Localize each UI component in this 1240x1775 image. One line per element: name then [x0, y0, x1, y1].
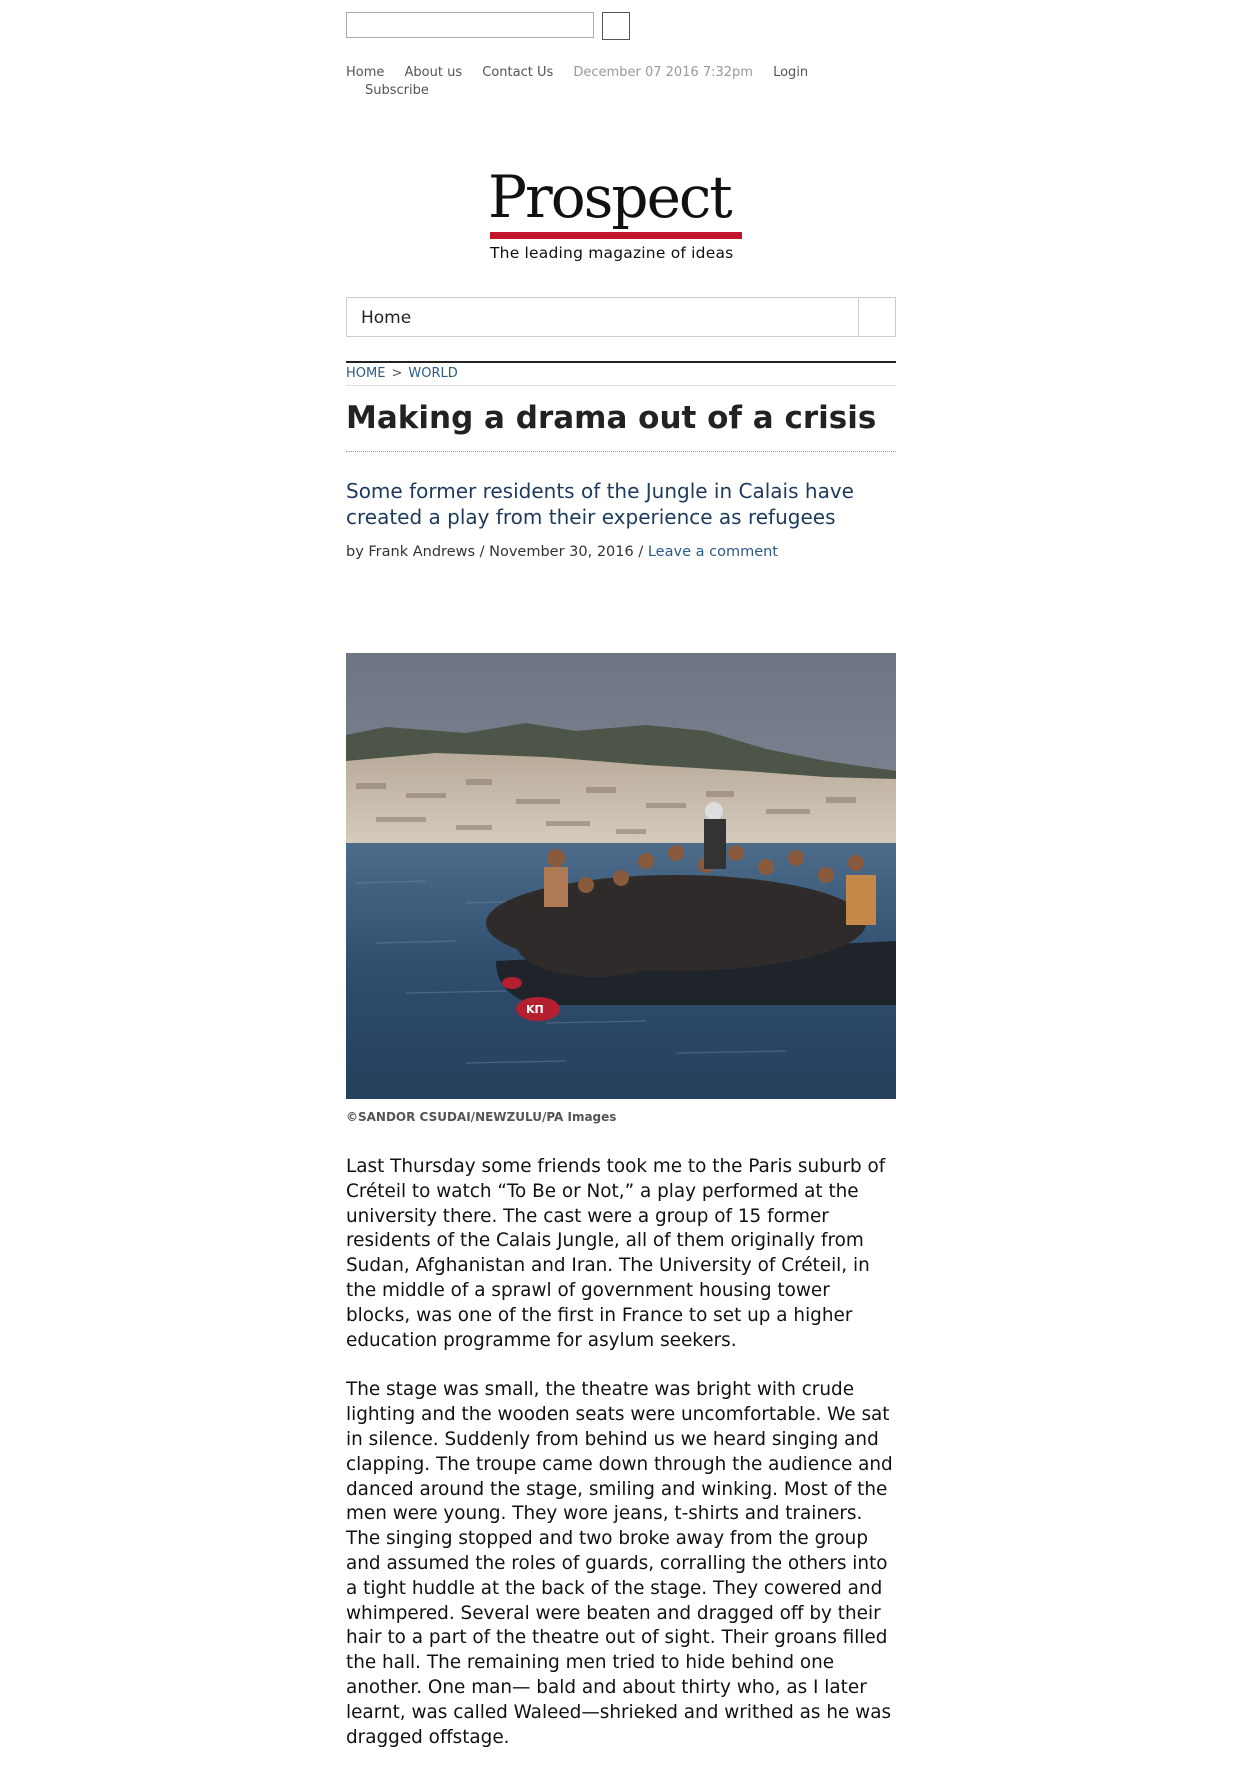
- logo-tagline: The leading magazine of ideas: [490, 244, 734, 262]
- byline-separator: /: [633, 544, 648, 560]
- article-standfirst: Some former residents of the Jungle in Calais have created a play from their experience as refugees: [346, 479, 854, 529]
- logo-accent-bar: [490, 232, 742, 239]
- image-caption: ©SANDOR CSUDAI/NEWZULU/PA Images: [346, 1110, 617, 1124]
- search-button[interactable]: [602, 12, 630, 40]
- current-date: December 07 2016 7:32pm: [573, 65, 753, 80]
- main-menu-bar: [346, 297, 896, 337]
- login-link[interactable]: Login: [773, 65, 809, 80]
- nav-link-home[interactable]: Home: [346, 65, 385, 80]
- article-body: [346, 1155, 896, 1775]
- article-paragraph: The stage was small, the theatre was bright with crude lighting and the wooden seats were uncomfortable. We sat in silence. Suddenly from behind us we heard singing and clapping. The troupe came down through the audience and danced around the stage, smiling and winking. Most of the men were young. They wore jeans, t-shirts and trainers. The singing stopped and two broke away from the group and assumed the roles of guards, corralling the others into a tight huddle at the back of the stage. They cowered and whimpered. Several were beaten and dragged off by their hair to a part of the theatre out of sight. Their groans filled the hall. The remaining men tried to hide behind one another. One man— bald and about thirty who, as I later learnt, was called Waleed—shrieked and writhed as he was dragged offstage.: [346, 1379, 893, 1748]
- top-nav: [346, 64, 866, 100]
- byline-author[interactable]: by Frank Andrews: [346, 544, 476, 560]
- header-rule: [346, 361, 896, 363]
- search-input[interactable]: [346, 12, 594, 38]
- logo-wordmark: Prospect: [488, 163, 731, 231]
- article-byline: [346, 544, 896, 560]
- byline-separator: /: [475, 544, 490, 560]
- nav-link-contact[interactable]: Contact Us: [482, 65, 554, 80]
- byline-date: November 30, 2016: [489, 544, 634, 560]
- refugee-boat-photo: [346, 653, 896, 1099]
- menu-toggle-button[interactable]: [859, 298, 895, 336]
- article-paragraph: Last Thursday some friends took me to the Paris suburb of Créteil to watch “To Be or Not,” a play performed at the university there. The cast were a group of 15 former residents of the Calais Jungle, all of them originally from Sudan, Afghanistan and Iran. The University of Créteil, in the middle of a sprawl of government housing tower blocks, was one of the first in France to set up a higher education programme for asylum seekers.: [346, 1156, 886, 1351]
- nav-link-about[interactable]: About us: [404, 65, 463, 80]
- article-image: [346, 653, 896, 1099]
- breadcrumb-home[interactable]: HOME: [346, 366, 386, 381]
- title-rule: [346, 451, 896, 452]
- svg-text:ΚΠ: ΚΠ: [526, 1003, 544, 1016]
- leave-comment-link[interactable]: Leave a comment: [647, 544, 778, 560]
- breadcrumb: [346, 366, 458, 381]
- breadcrumb-separator: >: [391, 366, 403, 381]
- article-title: Making a drama out of a crisis: [346, 400, 877, 436]
- subscribe-link[interactable]: Subscribe: [365, 83, 429, 98]
- prospect-logo[interactable]: [488, 163, 746, 268]
- breadcrumb-world[interactable]: WORLD: [408, 366, 458, 381]
- menu-home-item[interactable]: Home: [361, 308, 412, 328]
- breadcrumb-rule: [346, 385, 896, 386]
